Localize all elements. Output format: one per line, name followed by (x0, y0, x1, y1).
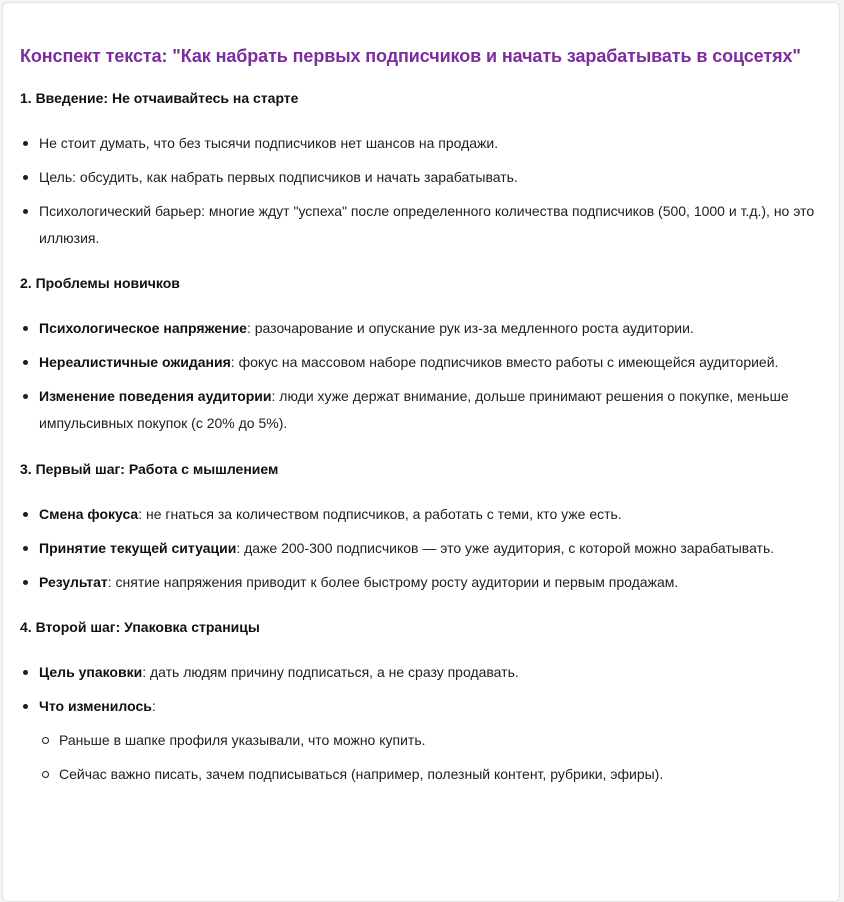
list-item (20, 383, 821, 437)
list-item (20, 693, 821, 720)
item-text: : даже 200-300 подписчиков — это уже аудитория, с которой можно зарабатывать. (236, 540, 775, 556)
item-bold-term: Смена фокуса (39, 506, 139, 522)
list-item (20, 315, 821, 342)
sub-list-item (20, 761, 821, 788)
list-item (20, 569, 821, 596)
item-text: : не гнаться за количеством подписчиков, а работать с теми, кто уже есть. (138, 506, 622, 522)
section-heading-intro: 1. Введение: Не отчаивайтесь на старте (20, 90, 299, 106)
section-heading-problems: 2. Проблемы новичков (20, 275, 180, 291)
section-heading-packaging: 4. Второй шаг: Упаковка страницы (20, 619, 260, 635)
section-list-problems (20, 315, 821, 437)
section-list-packaging (20, 659, 821, 788)
item-bold-term: Изменение поведения аудитории (39, 388, 272, 404)
section-heading-mindset: 3. Первый шаг: Работа с мышлением (20, 461, 279, 477)
item-text: Не стоит думать, что без тысячи подписчиков нет шансов на продажи. (39, 135, 499, 151)
item-text: : снятие напряжения приводит к более быстрому росту аудитории и первым продажам. (107, 574, 679, 590)
item-bold-term: Принятие текущей ситуации (39, 540, 237, 556)
sub-list-item (20, 727, 821, 754)
item-text: : (151, 698, 156, 714)
item-bold-term: Нереалистичные ожидания (39, 354, 231, 370)
item-text: : фокус на массовом наборе подписчиков вместо работы с имеющейся аудиторией. (230, 354, 779, 370)
item-bold-term: Что изменилось (39, 698, 152, 714)
list-item (20, 198, 821, 252)
list-item (20, 164, 821, 191)
list-item (20, 130, 821, 157)
list-item (20, 659, 821, 686)
item-text: Психологический барьер: многие ждут "успеха" после определенного количества подписчиков (500, 1000 и т.д.), но это иллюзия. (39, 203, 815, 246)
list-item (20, 501, 821, 528)
item-text: : дать людям причину подписаться, а не сразу продавать. (142, 664, 519, 680)
list-item (20, 349, 821, 376)
document-card (2, 2, 840, 902)
section-list-intro (20, 130, 821, 252)
item-text: Цель: обсудить, как набрать первых подписчиков и начать зарабатывать. (39, 169, 518, 185)
page-title: Конспект текста: "Как набрать первых подписчиков и начать зарабатывать в соцсетях" (20, 46, 801, 66)
item-bold-term: Цель упаковки (39, 664, 143, 680)
item-bold-term: Психологическое напряжение (39, 320, 247, 336)
document-content (3, 3, 839, 788)
item-text: : люди хуже держат внимание, дольше принимают решения о покупке, меньше импульсивных покупок (с 20% до 5%). (39, 388, 789, 431)
list-item (20, 535, 821, 562)
item-bold-term: Результат (39, 574, 108, 590)
item-text: : разочарование и опускание рук из-за медленного роста аудитории. (246, 320, 694, 336)
sub-item-text: Сейчас важно писать, зачем подписываться (например, полезный контент, рубрики, эфиры). (59, 766, 664, 782)
section-list-mindset (20, 501, 821, 596)
sub-item-text: Раньше в шапке профиля указывали, что можно купить. (59, 732, 426, 748)
